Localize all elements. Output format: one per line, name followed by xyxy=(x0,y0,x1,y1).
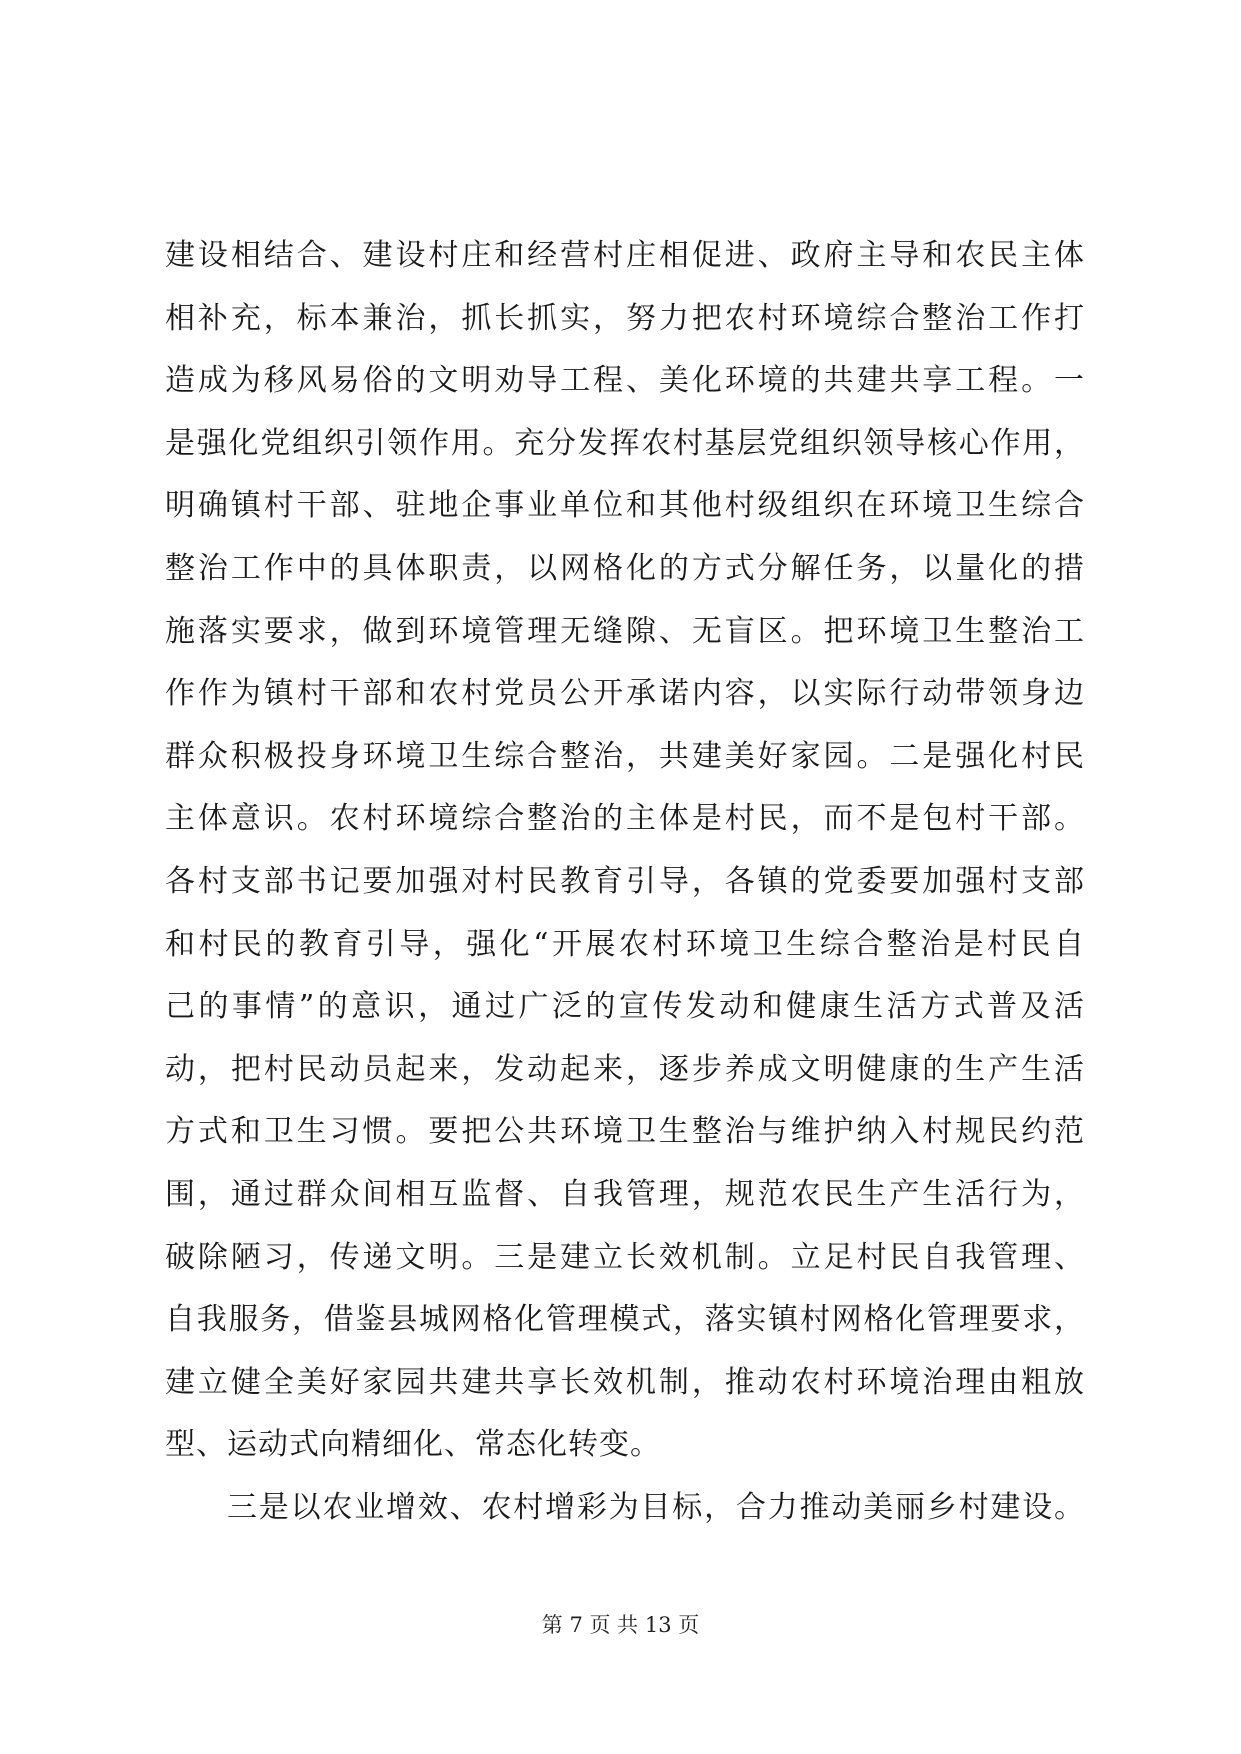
text-line: 作作为镇村干部和农村党员公开承诺内容，以实际行动带领身边 xyxy=(165,676,1085,712)
document-body xyxy=(165,225,1085,1539)
page-number-footer: 第 7 页 共 13 页 xyxy=(541,1613,700,1637)
text-line: 破除陋习，传递文明。三是建立长效机制。立足村民自我管理、 xyxy=(165,1239,1085,1275)
text-line: 施落实要求，做到环境管理无缝隙、无盲区。把环境卫生整治工 xyxy=(165,613,1085,649)
text-line: 己的事情”的意识，通过广泛的宣传发动和健康生活方式普及活 xyxy=(165,989,1085,1025)
text-line: 群众积极投身环境卫生综合整治，共建美好家园。二是强化村民 xyxy=(165,738,1085,774)
text-line: 建设相结合、建设村庄和经营村庄相促进、政府主导和农民主体 xyxy=(165,238,1085,273)
text-line: 整治工作中的具体职责，以网格化的方式分解任务，以量化的措 xyxy=(165,550,1085,586)
text-line: 明确镇村干部、驻地企事业单位和其他村级组织在环境卫生综合 xyxy=(165,488,1085,524)
text-line: 建立健全美好家园共建共享长效机制，推动农村环境治理由粗放 xyxy=(165,1364,1085,1400)
text-line: 造成为移风易俗的文明劝导工程、美化环境的共建共享工程。一 xyxy=(165,363,1085,399)
text-line: 和村民的教育引导，强化“开展农村环境卫生综合整治是村民自 xyxy=(165,926,1085,962)
text-line: 主体意识。农村环境综合整治的主体是村民，而不是包村干部。 xyxy=(165,801,1085,837)
text-line: 各村支部书记要加强对村民教育引导，各镇的党委要加强村支部 xyxy=(165,863,1085,899)
text-line: 相补充，标本兼治，抓长抓实，努力把农村环境综合整治工作打 xyxy=(165,300,1085,336)
text-line: 自我服务，借鉴县城网格化管理模式，落实镇村网格化管理要求， xyxy=(165,1302,1085,1338)
text-line: 动，把村民动员起来，发动起来，逐步养成文明健康的生产生活 xyxy=(165,1051,1085,1087)
text-line: 是强化党组织引领作用。充分发挥农村基层党组织领导核心作用， xyxy=(165,425,1085,461)
text-line: 型、运动式向精细化、常态化转变。 xyxy=(165,1427,661,1463)
text-line: 方式和卫生习惯。要把公共环境卫生整治与维护纳入村规民约范 xyxy=(165,1114,1085,1150)
text-line: 围，通过群众间相互监督、自我管理，规范农民生产生活行为， xyxy=(165,1176,1085,1212)
paragraph-heading-line: 三是以农业增效、农村增彩为目标，合力推动美丽乡村建设。 xyxy=(227,1489,1085,1525)
